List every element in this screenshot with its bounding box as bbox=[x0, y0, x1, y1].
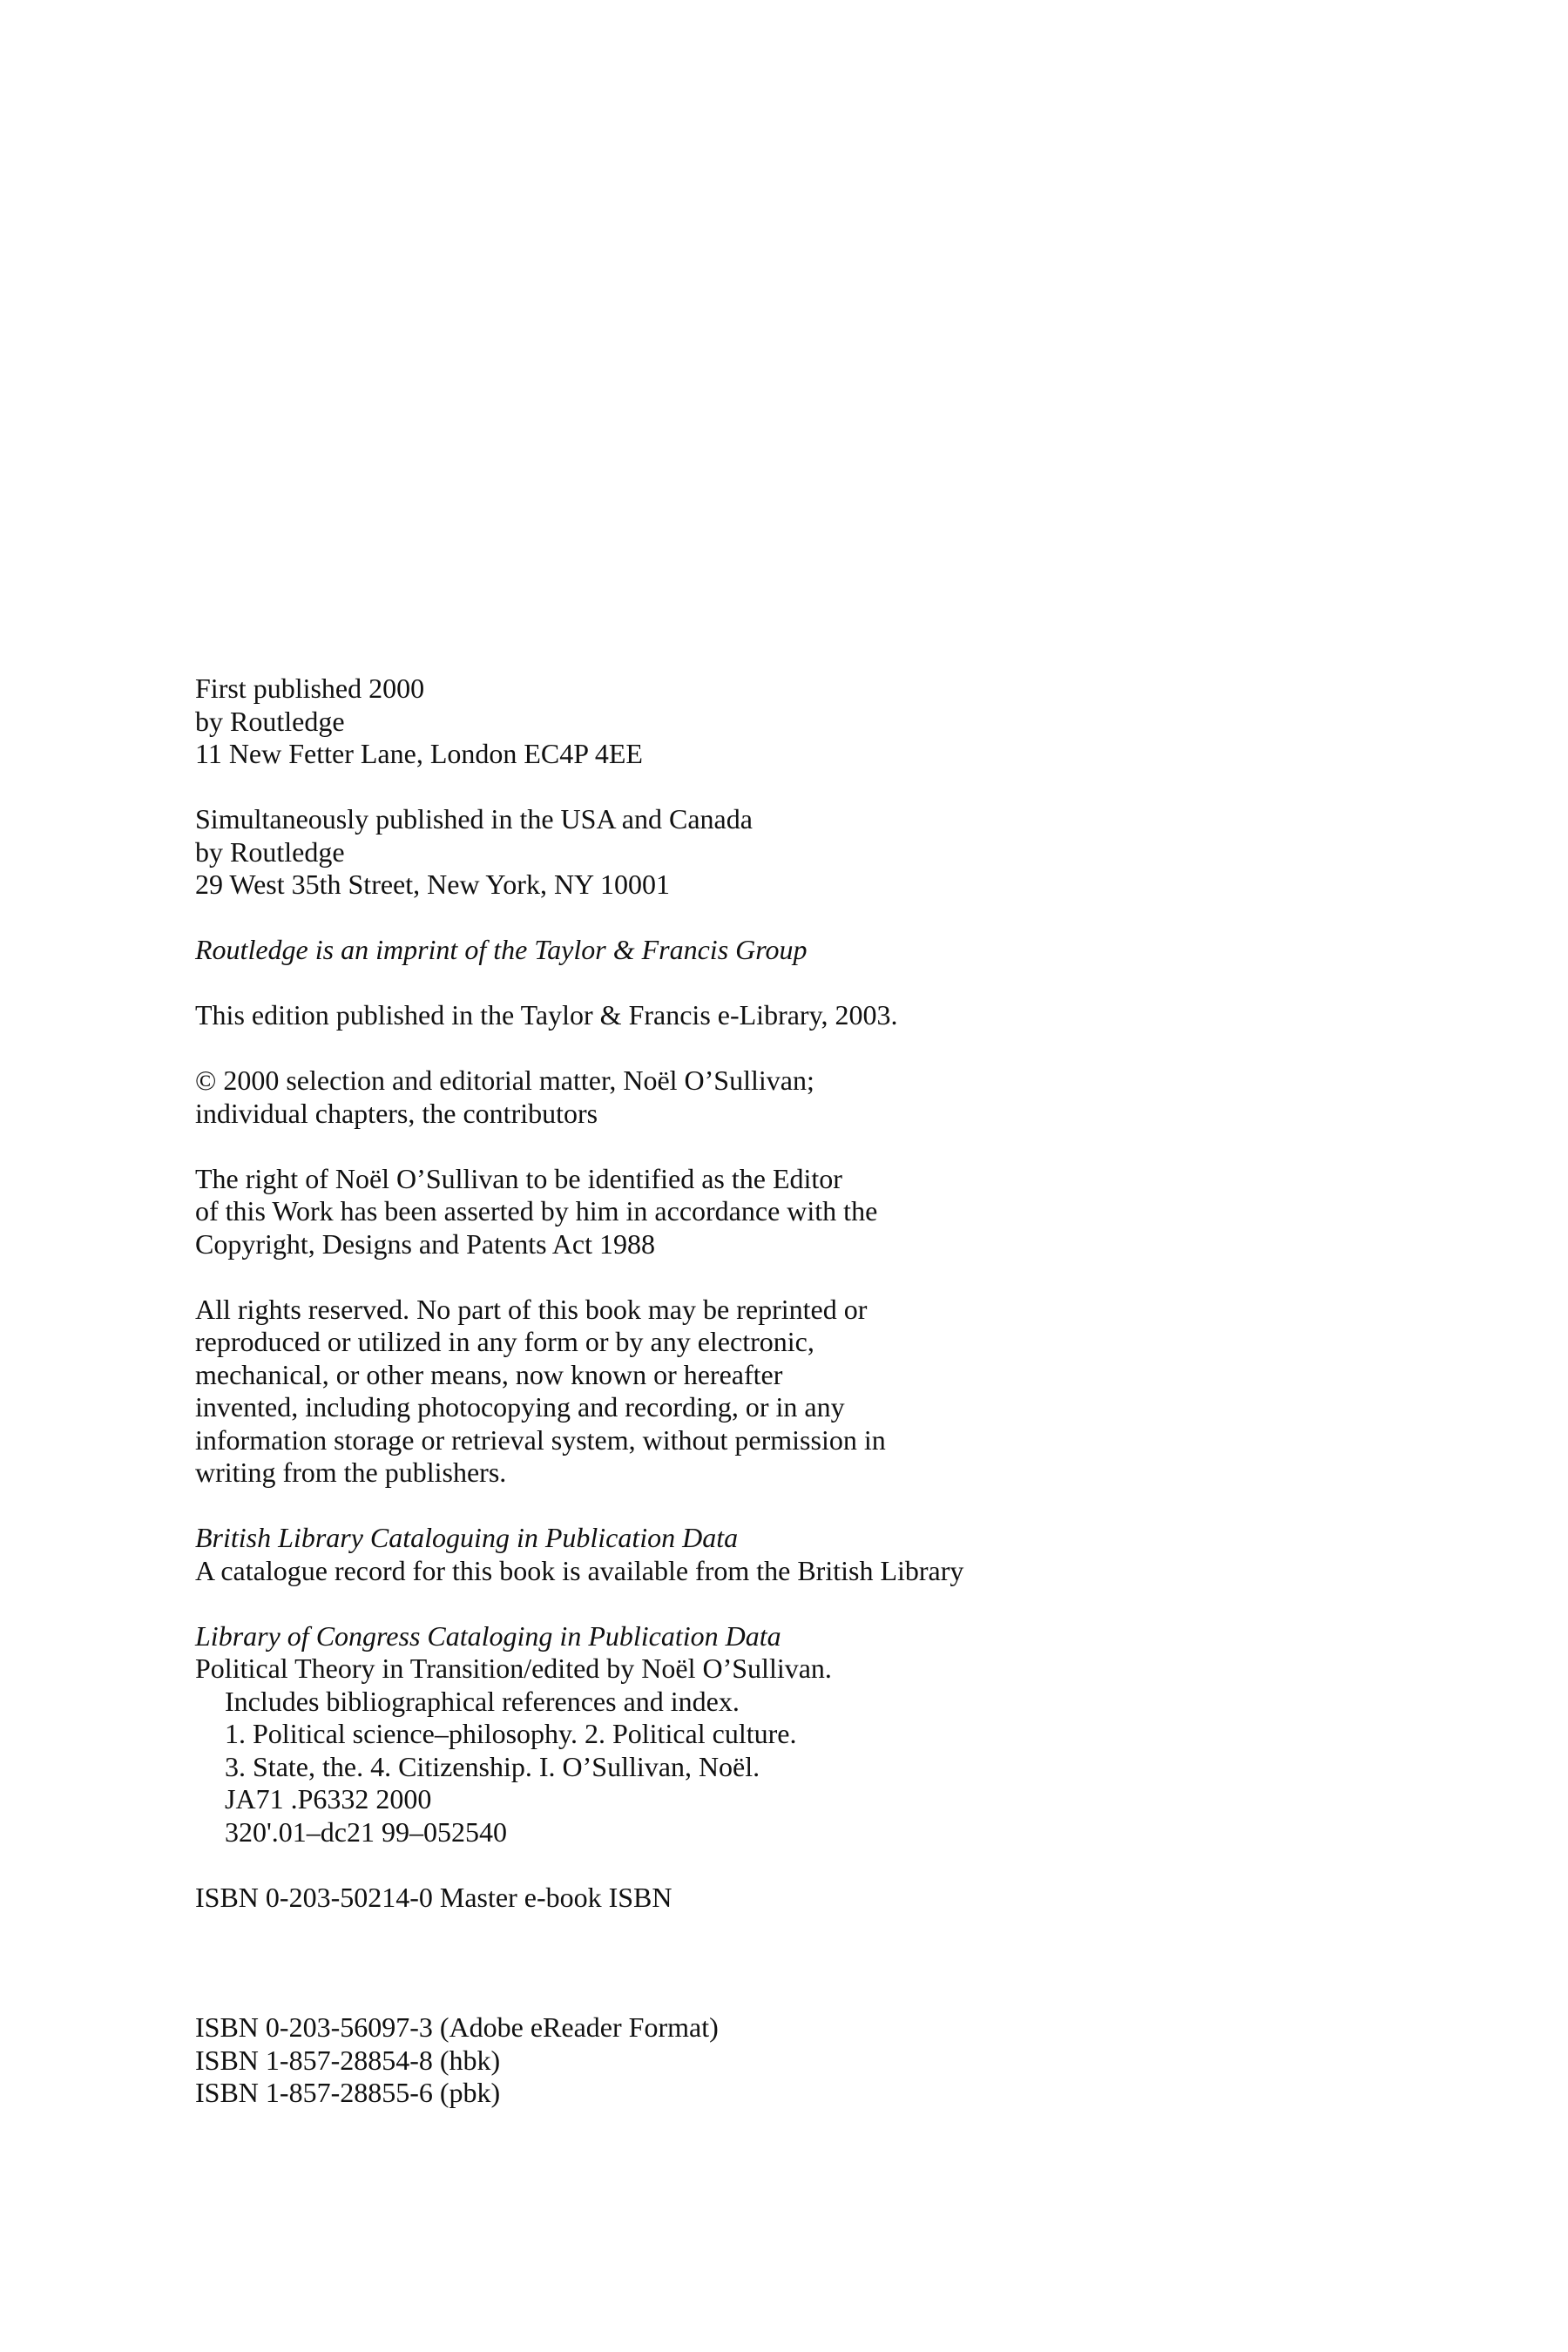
imprint-line: Simultaneously published in the USA and Canada bbox=[195, 803, 753, 835]
imprint-line: by Routledge bbox=[195, 835, 345, 868]
usa-publication-block bbox=[195, 803, 1415, 902]
spacer bbox=[195, 1490, 1415, 1523]
spacer bbox=[195, 1914, 1415, 2011]
british-library-block bbox=[195, 1522, 1415, 1587]
spacer bbox=[195, 1848, 1415, 1882]
moral-rights-line: of this Work has been asserted by him in accordance with the bbox=[195, 1195, 878, 1227]
loc-title-line: Political Theory in Transition/edited by Noël O’Sullivan. bbox=[195, 1652, 832, 1684]
british-library-text: A catalogue record for this book is available from the British Library bbox=[195, 1554, 964, 1586]
copyright-block bbox=[195, 1064, 1415, 1130]
imprint-text bbox=[195, 672, 1415, 2110]
spacer bbox=[195, 1587, 1415, 1620]
british-library-heading: British Library Cataloguing in Publication Data bbox=[195, 1522, 739, 1553]
rights-line: information storage or retrieval system, without permission in bbox=[195, 1423, 886, 1456]
isbn-line: ISBN 0-203-56097-3 (Adobe eReader Format) bbox=[195, 2011, 719, 2043]
rights-line: All rights reserved. No part of this book may be reprinted or bbox=[195, 1293, 868, 1325]
moral-rights-line: The right of Noël O’Sullivan to be identified as the Editor bbox=[195, 1162, 842, 1194]
imprint-note-block bbox=[195, 934, 1415, 967]
loc-line: 1. Political science–philosophy. 2. Political culture. bbox=[225, 1718, 797, 1749]
rights-line: invented, including photocopying and recording, or in any bbox=[195, 1391, 845, 1423]
loc-line: Includes bibliographical references and index. bbox=[225, 1685, 740, 1717]
rights-line: mechanical, or other means, now known or hereafter bbox=[195, 1358, 783, 1390]
copyright-line: individual chapters, the contributors bbox=[195, 1097, 598, 1129]
rights-line: writing from the publishers. bbox=[195, 1456, 507, 1488]
rights-reserved-block bbox=[195, 1294, 1415, 1490]
london-publication-block bbox=[195, 672, 1415, 771]
spacer bbox=[195, 771, 1415, 804]
loc-line: 320'.01–dc21 99–052540 bbox=[225, 1815, 507, 1848]
imprint-line: 29 West 35th Street, New York, NY 10001 bbox=[195, 868, 670, 900]
library-of-congress-block bbox=[195, 1620, 1415, 1849]
moral-rights-block bbox=[195, 1163, 1415, 1261]
loc-line: JA71 .P6332 2000 bbox=[225, 1783, 432, 1815]
imprint-line: First published 2000 bbox=[195, 672, 425, 704]
imprint-line: 11 New Fetter Lane, London EC4P 4EE bbox=[195, 738, 643, 769]
spacer bbox=[195, 1130, 1415, 1163]
spacer bbox=[195, 902, 1415, 935]
imprint-line: by Routledge bbox=[195, 705, 345, 737]
isbn-master-block bbox=[195, 1882, 1415, 1915]
loc-line: 3. State, the. 4. Citizenship. I. O’Sullivan, Noël. bbox=[225, 1750, 760, 1782]
copyright-line: © 2000 selection and editorial matter, Noël O’Sullivan; bbox=[195, 1064, 814, 1096]
isbn-line: ISBN 1-857-28854-8 (hbk) bbox=[195, 2044, 501, 2076]
spacer bbox=[195, 1260, 1415, 1294]
loc-heading: Library of Congress Cataloging in Publication Data bbox=[195, 1619, 781, 1652]
edition-note: This edition published in the Taylor & Francis e-Library, 2003. bbox=[195, 999, 898, 1031]
spacer bbox=[195, 967, 1415, 1000]
edition-note-block bbox=[195, 999, 1415, 1032]
spacer bbox=[195, 1032, 1415, 1065]
rights-line: reproduced or utilized in any form or by any electronic, bbox=[195, 1326, 814, 1357]
isbn-line: ISBN 1-857-28855-6 (pbk) bbox=[195, 2077, 501, 2108]
isbn-master: ISBN 0-203-50214-0 Master e-book ISBN bbox=[195, 1881, 672, 1913]
moral-rights-line: Copyright, Designs and Patents Act 1988 bbox=[195, 1227, 655, 1260]
imprint-note: Routledge is an imprint of the Taylor & Francis Group bbox=[195, 934, 808, 965]
isbn-list-block bbox=[195, 2011, 1415, 2110]
